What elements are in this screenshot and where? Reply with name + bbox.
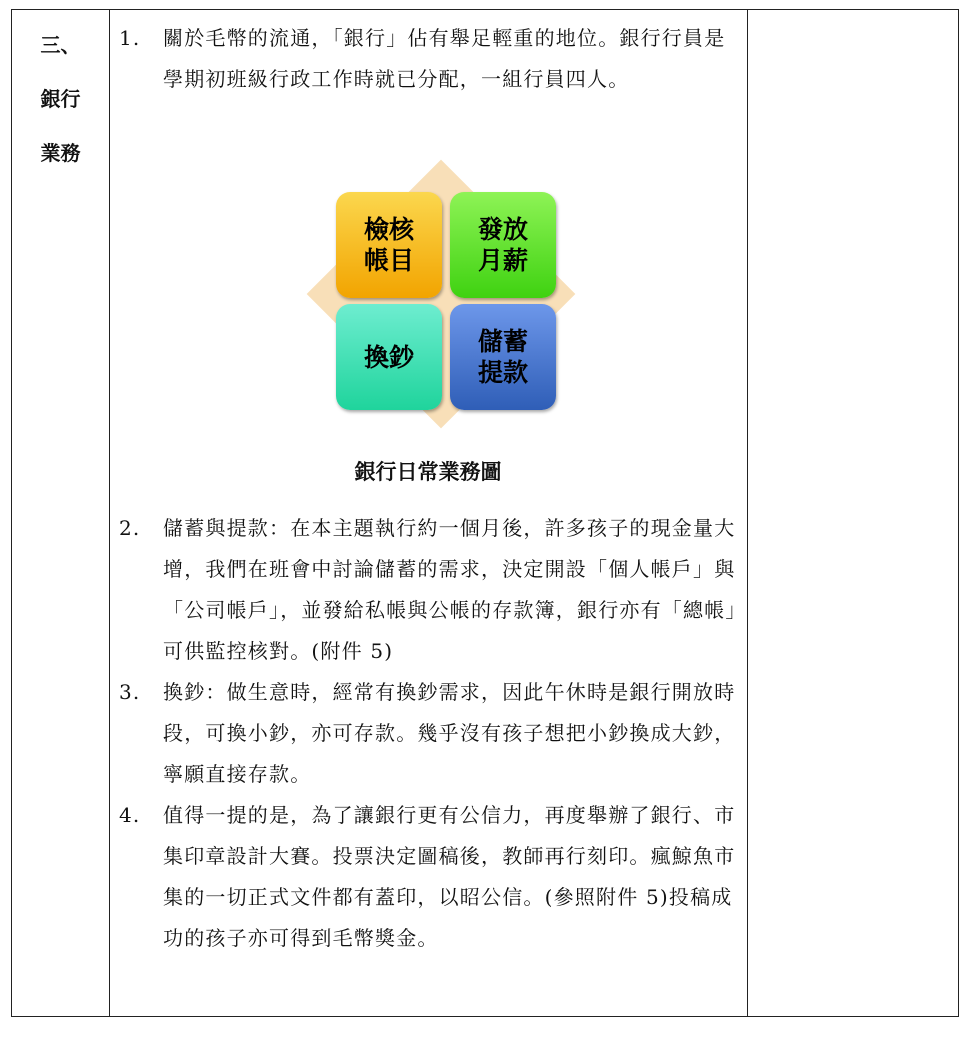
item-list-bottom <box>119 508 749 959</box>
box-line: 檢核 <box>363 215 414 244</box>
list-item <box>119 795 749 959</box>
list-item <box>119 18 739 100</box>
box-line: 月薪 <box>477 246 528 275</box>
item-text: 換鈔：做生意時，經常有換鈔需求，因此午休時是銀行開放時段，可換小鈔，亦可存款。幾乎沒有孩子想把小鈔換成大鈔，寧願直接存款。 <box>163 680 736 786</box>
box-line: 帳目 <box>363 246 414 275</box>
box-line: 換鈔 <box>363 342 414 372</box>
section-title-line2: 業務 <box>40 141 81 165</box>
item-text: 儲蓄與提款：在本主題執行約一個月後，許多孩子的現金量大增，我們在班會中討論儲蓄的需求，決定開設「個人帳戶」與「公司帳戶」，並發給私帳與公帳的存款簿，銀行亦有「總帳」可供監控核對。(附件 5) <box>163 516 747 663</box>
box-line: 儲蓄 <box>477 327 528 356</box>
diagram-box-savings <box>450 304 556 410</box>
item-text: 值得一提的是，為了讓銀行更有公信力，再度舉辦了銀行、市集印章設計大賽。投票決定圖稿後，教師再行刻印。瘋鯨魚市集的一切正式文件都有蓋印，以昭公信。(參照附件 5)投稿成功的孩子亦可得到毛幣獎金。 <box>163 803 736 950</box>
section-title-line1: 銀行 <box>40 87 81 111</box>
item-number: 4. <box>119 803 141 827</box>
diagram-caption: 銀行日常業務圖 <box>354 459 502 484</box>
bank-services-diagram <box>312 165 580 433</box>
diagram-box-exchange <box>336 304 442 410</box>
item-number: 2. <box>119 516 141 540</box>
diagram-box-audit <box>336 192 442 298</box>
list-item <box>119 508 749 672</box>
box-line: 發放 <box>477 215 528 244</box>
diagram-box-payroll <box>450 192 556 298</box>
item-number: 1. <box>119 26 141 50</box>
section-label <box>12 18 109 180</box>
item-list-top <box>119 18 739 100</box>
box-line: 提款 <box>477 358 528 387</box>
column-divider <box>109 10 110 1016</box>
content-table <box>11 9 959 1017</box>
list-item <box>119 672 749 795</box>
item-text: 關於毛幣的流通，「銀行」佔有舉足輕重的地位。銀行行員是學期初班級行政工作時就已分配，一組行員四人。 <box>163 26 726 91</box>
item-number: 3. <box>119 680 141 704</box>
section-number: 三、 <box>40 33 81 57</box>
